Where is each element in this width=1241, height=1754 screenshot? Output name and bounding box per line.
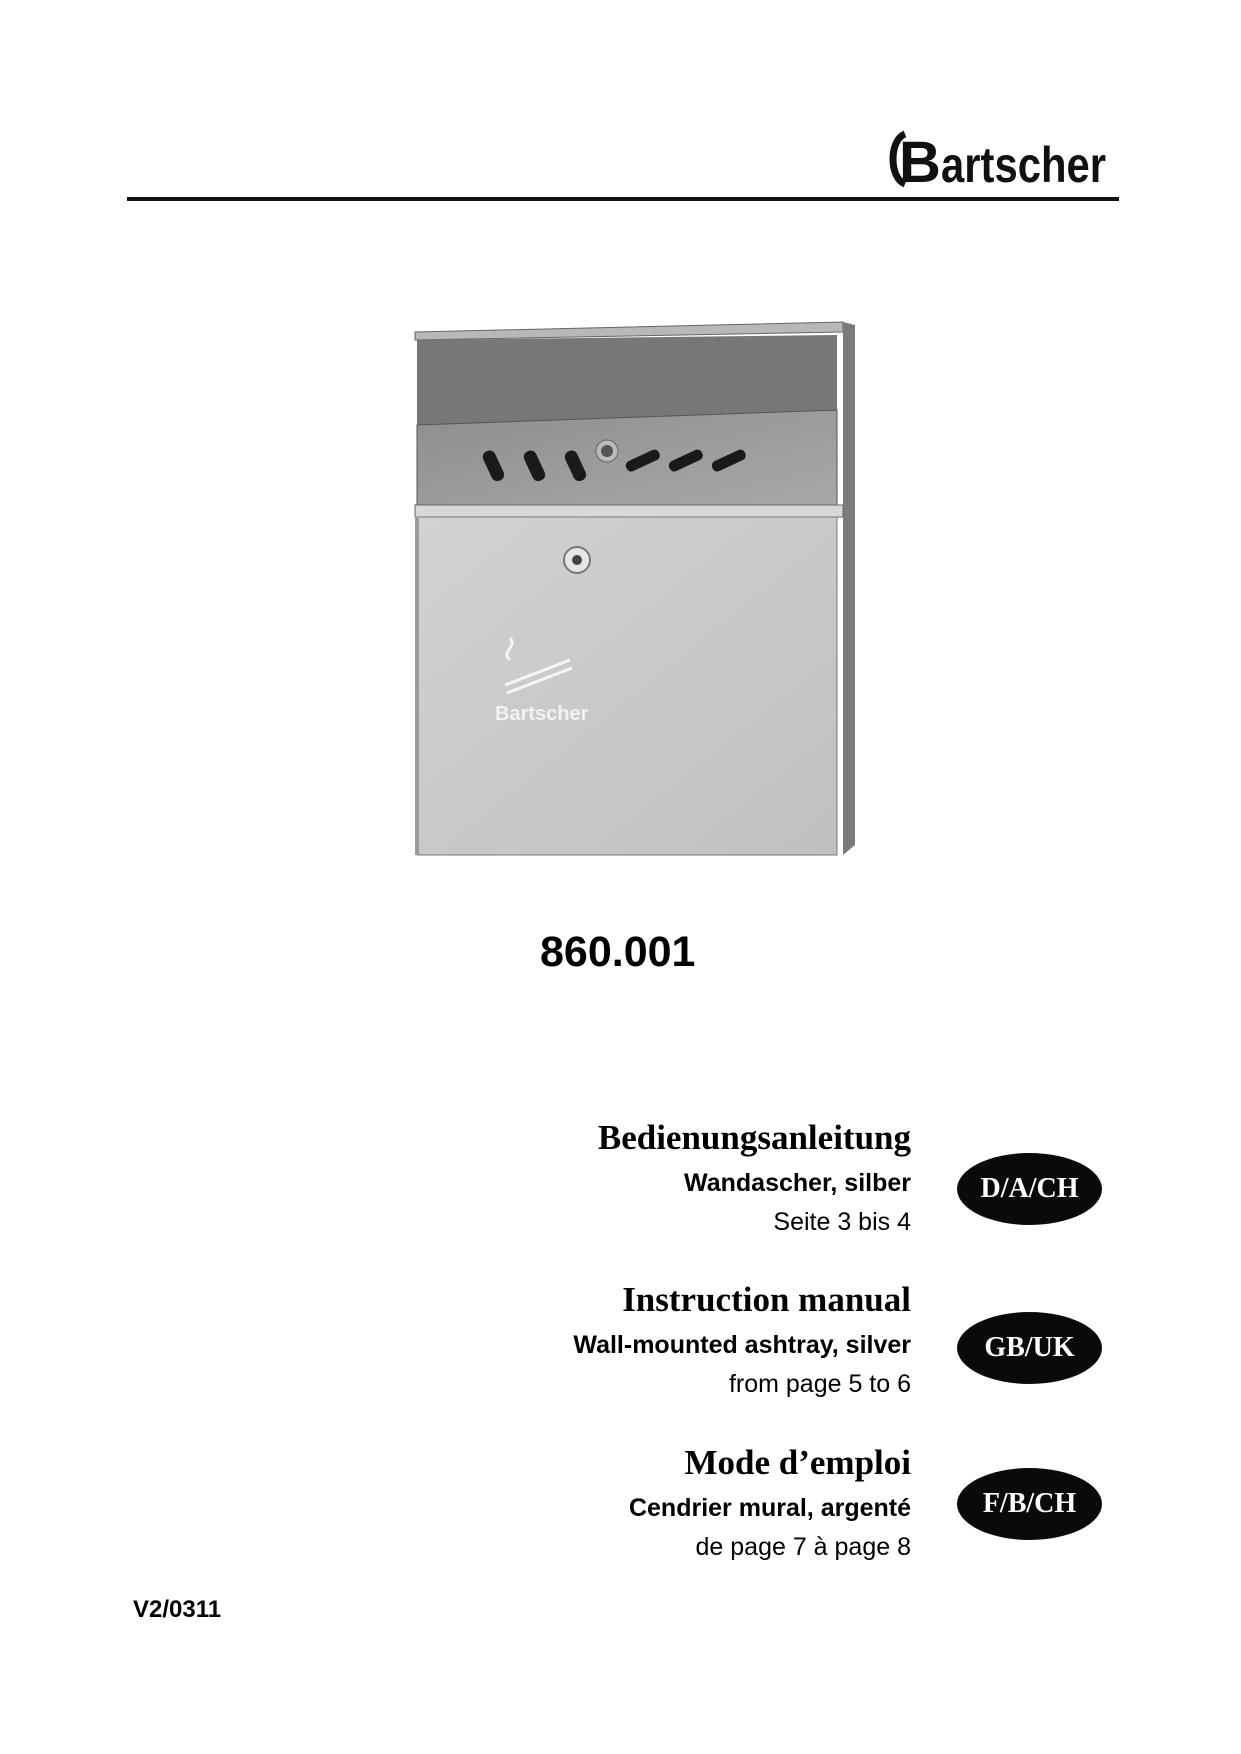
header-rule — [127, 197, 1119, 201]
section-title: Instruction manual — [622, 1280, 911, 1319]
section-title: Mode d’emploi — [684, 1443, 911, 1482]
section-pages: de page 7 à page 8 — [695, 1533, 911, 1561]
version-code: V2/0311 — [133, 1596, 222, 1623]
section-subtitle: Wandascher, silber — [684, 1169, 911, 1197]
model-number: 860.001 — [540, 928, 696, 976]
section-subtitle: Cendrier mural, argenté — [628, 1494, 911, 1522]
section-german — [351, 1118, 911, 1242]
section-title: Bedienungsanleitung — [597, 1118, 911, 1157]
language-badge: F/B/CH — [957, 1468, 1102, 1540]
product-photo — [395, 315, 855, 875]
section-pages: Seite 3 bis 4 — [773, 1208, 911, 1236]
photo-logo-text: Bartscher — [495, 703, 589, 725]
language-badge: D/A/CH — [957, 1153, 1102, 1225]
section-subtitle: Wall-mounted ashtray, silver — [573, 1331, 911, 1359]
section-english — [351, 1280, 911, 1404]
bartscher-logo — [885, 120, 1110, 198]
svg-text:B: B — [899, 130, 941, 195]
language-badge: GB/UK — [957, 1312, 1102, 1384]
section-french — [351, 1443, 911, 1567]
svg-text:artscher: artscher — [941, 137, 1106, 193]
section-pages: from page 5 to 6 — [728, 1370, 911, 1398]
